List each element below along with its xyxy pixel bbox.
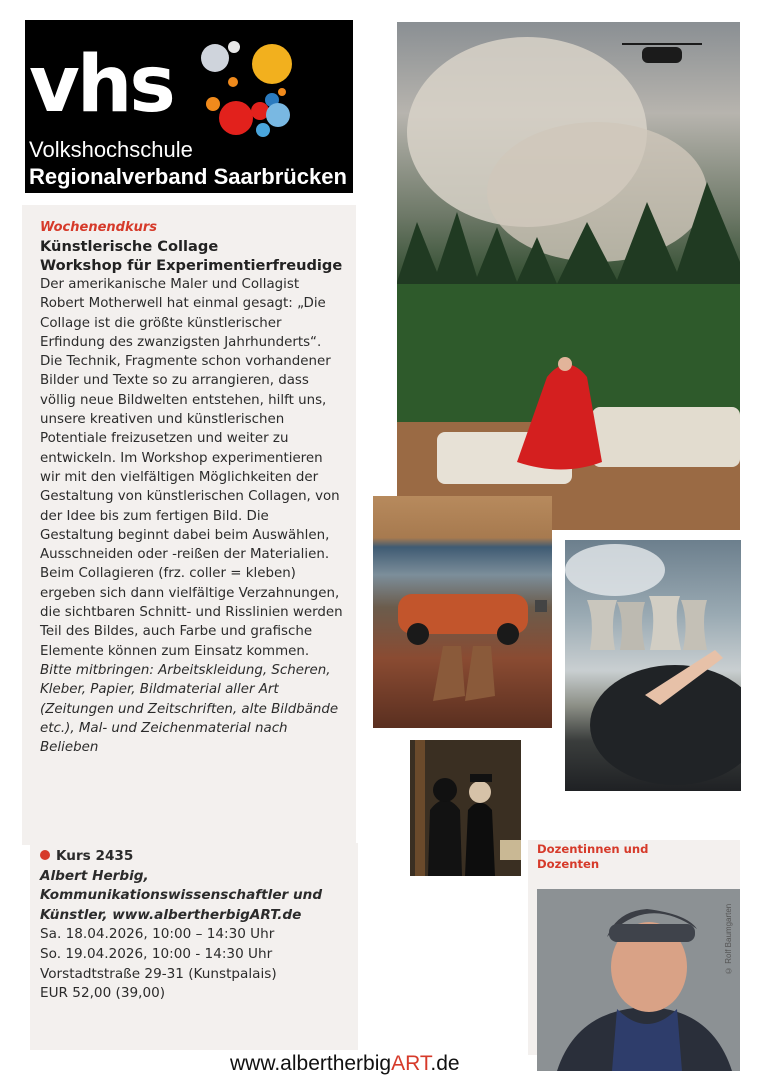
logo-dot — [228, 41, 240, 53]
url-prefix: www.albertherbig — [230, 1052, 392, 1075]
collage-image-portrait-pair — [410, 740, 521, 876]
logo-dot — [256, 123, 270, 137]
cooling-towers-scene — [565, 540, 741, 791]
url-suffix: .de — [430, 1052, 460, 1075]
teachers-label: Dozentinnen und Dozenten — [537, 842, 649, 871]
course-date-saturday: Sa. 18.04.2026, 10:00 – 14:30 Uhr — [40, 926, 275, 943]
collage-image-cooling-towers — [565, 540, 741, 791]
logo-dot — [201, 44, 229, 72]
course-price: EUR 52,00 (39,00) — [40, 985, 166, 1002]
vhs-logo — [25, 20, 353, 193]
portrait-pair-scene — [410, 740, 521, 876]
teacher-portrait — [537, 889, 740, 1071]
bring-along-note: Bitte mitbringen: Arbeitskleidung, Scheren, Kleber, Papier, Bildmaterial aller Art (Zeitungen und Zeitschriften, alte Bildbände etc.), Mal- und Zeichenmaterial nach Belieben — [40, 662, 339, 756]
url-art: ART — [391, 1052, 431, 1075]
collage-image-forest-fire — [397, 22, 740, 530]
logo-subtitle: Volkshochschule — [29, 137, 193, 162]
logo-wordmark: vhs — [29, 40, 173, 130]
forest-fire-scene — [397, 22, 740, 530]
collage-image-car-feet — [373, 496, 552, 728]
headline-title: Künstlerische Collage — [40, 238, 219, 255]
course-location: Vorstadtstraße 29-31 (Kunstpalais) — [40, 965, 277, 982]
logo-dot — [228, 77, 238, 87]
photo-credit: © Rolf Baumgarten — [724, 903, 733, 975]
logo-dot — [278, 88, 286, 96]
bullet-dot-icon — [40, 850, 50, 860]
headline-subtitle: Workshop für Experimentierfreudige — [40, 257, 343, 274]
course-number — [40, 847, 352, 867]
article-body: Der amerikanische Maler und Collagist Robert Motherwell hat einmal gesagt: „Die Collage ist die größte künstlerischer Erfindung des zwanzigsten Jahrhunderts“. Die Technik, Fragmente schon vorhandener Bilder und Texte so zu arrangieren, dass völlig neue Bildwelten entstehen, hilft uns, unsere kreativen und künstlerischen Potentiale freizusetzen und weiter zu entwickeln. Im Workshop experimentieren wir mit den vielfältigen Möglichkeiten der Gestaltung von künstlerischen Collagen, von der Idee bis zum fertigen Bild. Die Gestaltung beginnt dabei beim Auswählen, Ausschneiden oder -reißen der Materialien. Beim Collagieren (frz. coller = kleben) ergeben sich dann vielfältige Verzahnungen, die sichtbaren Schnitt- und Risslinien werden Teil des Bildes, auch Farbe und grafische Elemente können zum Einsatz kommen. — [40, 277, 343, 659]
kicker: Wochenendkurs — [40, 220, 158, 235]
teacher-portrait-photo — [537, 889, 740, 1071]
teacher-info: Albert Herbig, Kommunikationswissenschaftler und Künstler, www.albertherbigART.de — [40, 867, 323, 923]
logo-dot — [219, 101, 253, 135]
logo-dot — [252, 44, 292, 84]
course-details — [30, 843, 358, 1050]
course-number-label: Kurs 2435 — [56, 848, 134, 864]
course-date-sunday: So. 19.04.2026, 10:00 - 14:30 Uhr — [40, 945, 273, 962]
footer-website-url[interactable] — [230, 1052, 530, 1078]
course-article — [22, 205, 356, 845]
logo-region: Regionalverband Saarbrücken — [29, 164, 347, 189]
car-feet-scene — [373, 496, 552, 728]
logo-dot — [266, 103, 290, 127]
logo-dot — [206, 97, 220, 111]
